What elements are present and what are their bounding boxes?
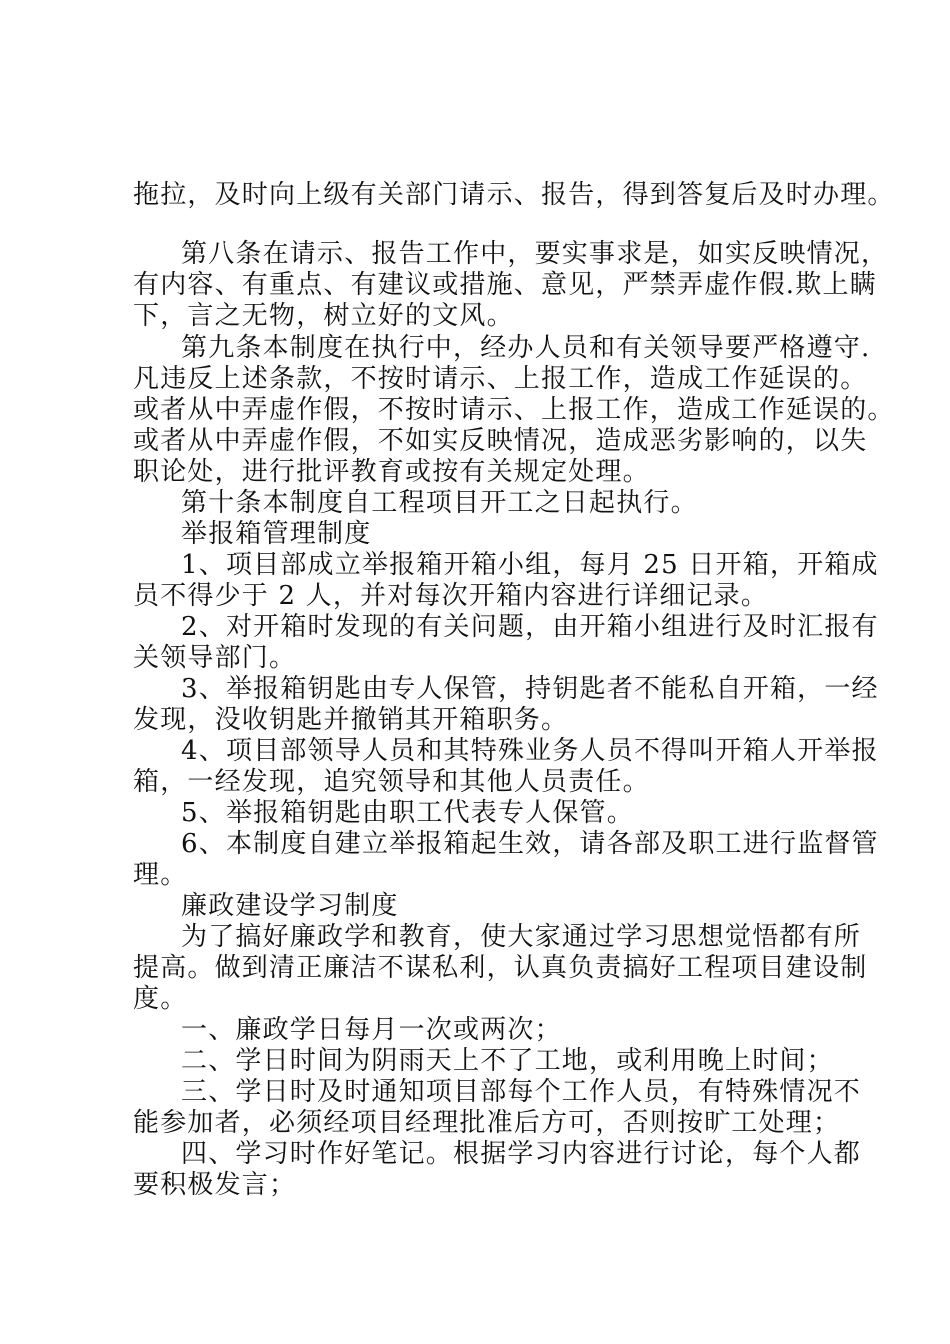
text-line: 第十条本制度自工程项目开工之日起执行。 bbox=[181, 488, 698, 518]
text-line: 2、对开箱时发现的有关问题，由开箱小组进行及时汇报有 bbox=[181, 612, 879, 642]
text-line: 关领导部门。 bbox=[133, 643, 297, 673]
text-line: 箱，一经发现，追究领导和其他人员责任。 bbox=[133, 767, 650, 797]
text-line: 理。 bbox=[133, 860, 188, 890]
text-line: 第九条本制度在执行中，经办人员和有关领导要严格遵守. bbox=[181, 333, 871, 363]
text-line: 6、本制度自建立举报箱起生效，请各部及职工进行监督管 bbox=[181, 829, 879, 859]
text-line: 拖拉，及时向上级有关部门请示、报告，得到答复后及时办理。 bbox=[133, 180, 895, 210]
text-line: 3、举报箱钥匙由专人保管，持钥匙者不能私自开箱，一经 bbox=[181, 674, 879, 704]
text-line: 能参加者，必须经项目经理批准后方可，否则按旷工处理； bbox=[133, 1108, 841, 1138]
text-line: 发现，没收钥匙并撤销其开箱职务。 bbox=[133, 705, 569, 735]
text-line: 或者从中弄虚作假，不按时请示、上报工作，造成工作延误的。 bbox=[133, 395, 895, 425]
text-line: 或者从中弄虚作假，不如实反映情况，造成恶劣影响的，以失 bbox=[133, 426, 868, 456]
text-line: 一、廉政学日每月一次或两次； bbox=[181, 1015, 562, 1045]
text-line: 要积极发言； bbox=[133, 1170, 297, 1200]
text-line: 5、举报箱钥匙由职工代表专人保管。 bbox=[181, 798, 634, 828]
text-line: 二、学日时间为阴雨天上不了工地，或利用晚上时间； bbox=[181, 1046, 834, 1076]
text-line: 为了搞好廉政学和教育，使大家通过学习思想觉悟都有所 bbox=[181, 922, 862, 952]
text-line: 第八条在请示、报告工作中，要实事求是，如实反映情况， bbox=[181, 239, 889, 269]
text-line: 凡违反上述条款，不按时请示、上报工作，造成工作延误的。 bbox=[133, 364, 868, 394]
text-line: 下，言之无物，树立好的文风。 bbox=[133, 301, 514, 331]
text-line: 有内容、有重点、有建议或措施、意见，严禁弄虚作假.欺上瞒 bbox=[133, 270, 877, 300]
text-line: 三、学日时及时通知项目部每个工作人员，有特殊情况不 bbox=[181, 1077, 862, 1107]
text-line: 职论处，进行批评教育或按有关规定处理。 bbox=[133, 457, 650, 487]
text-line: 员不得少于 2 人，并对每次开箱内容进行详细记录。 bbox=[133, 581, 769, 611]
text-line: 提高。做到清正廉洁不谋私利，认真负责搞好工程项目建设制 bbox=[133, 953, 868, 983]
section-heading: 举报箱管理制度 bbox=[181, 519, 372, 549]
text-line: 4、项目部领导人员和其特殊业务人员不得叫开箱人开举报 bbox=[181, 736, 879, 766]
text-line: 1、项目部成立举报箱开箱小组，每月 25 日开箱，开箱成 bbox=[181, 550, 879, 580]
text-line: 度。 bbox=[133, 984, 188, 1014]
text-line: 四、学习时作好笔记。根据学习内容进行讨论，每个人都 bbox=[181, 1139, 862, 1169]
section-heading: 廉政建设学习制度 bbox=[181, 891, 399, 921]
